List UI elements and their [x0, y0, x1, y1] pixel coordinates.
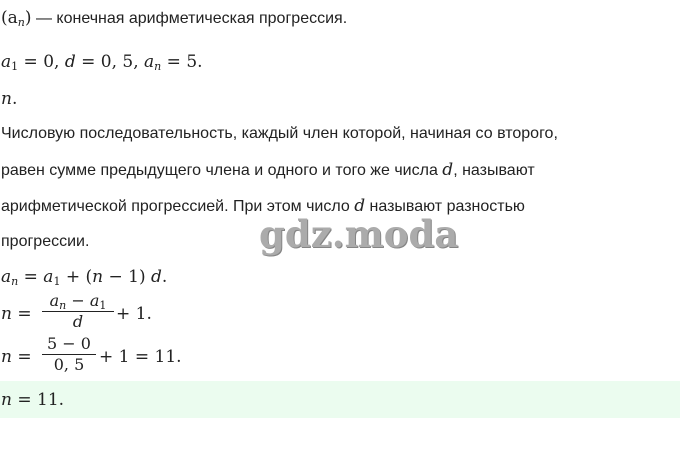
calculation-denominator: 0, 5 [53, 355, 85, 374]
calculation-numerator: 5 − 0 [47, 334, 91, 353]
n-formula-denominator: d [72, 312, 84, 331]
n-formula-numerator: $a_n - a_1$ [49, 291, 107, 312]
definition-line-4: прогрессии. [1, 233, 90, 250]
n-formula-tail: + 1. [116, 304, 152, 324]
statement-text: — конечная арифметическая прогрессия. [31, 10, 348, 27]
calculation-lhs: n = [1, 347, 32, 367]
watermark: gdz.moda [259, 212, 459, 256]
definition-line-2: равен сумме предыдущего члена и одного и того же числа d, называют [1, 160, 535, 180]
find-variable: n. [1, 89, 18, 109]
definition-line-3: арифметической прогрессией. При этом число d называют разностью [1, 196, 525, 216]
sequence-notation: $(a_n)$ [1, 8, 32, 29]
calculation-tail: + 1 = 11. [99, 347, 182, 367]
given-values: $a_1 = 0$, d = 0, 5, $a_n = 5$. [1, 52, 203, 73]
problem-statement [1, 8, 347, 29]
n-formula-lhs: n = [1, 304, 32, 324]
answer: n = 11. [1, 390, 65, 410]
calculation-fraction [42, 334, 96, 375]
definition-line-1: Числовую последовательность, каждый член которой, начиная со второго, [1, 125, 558, 142]
n-formula-fraction [42, 291, 114, 332]
answer-highlight [0, 381, 680, 418]
general-term-formula: $a_n = a_1 + (n - 1)$ d. [1, 267, 168, 288]
